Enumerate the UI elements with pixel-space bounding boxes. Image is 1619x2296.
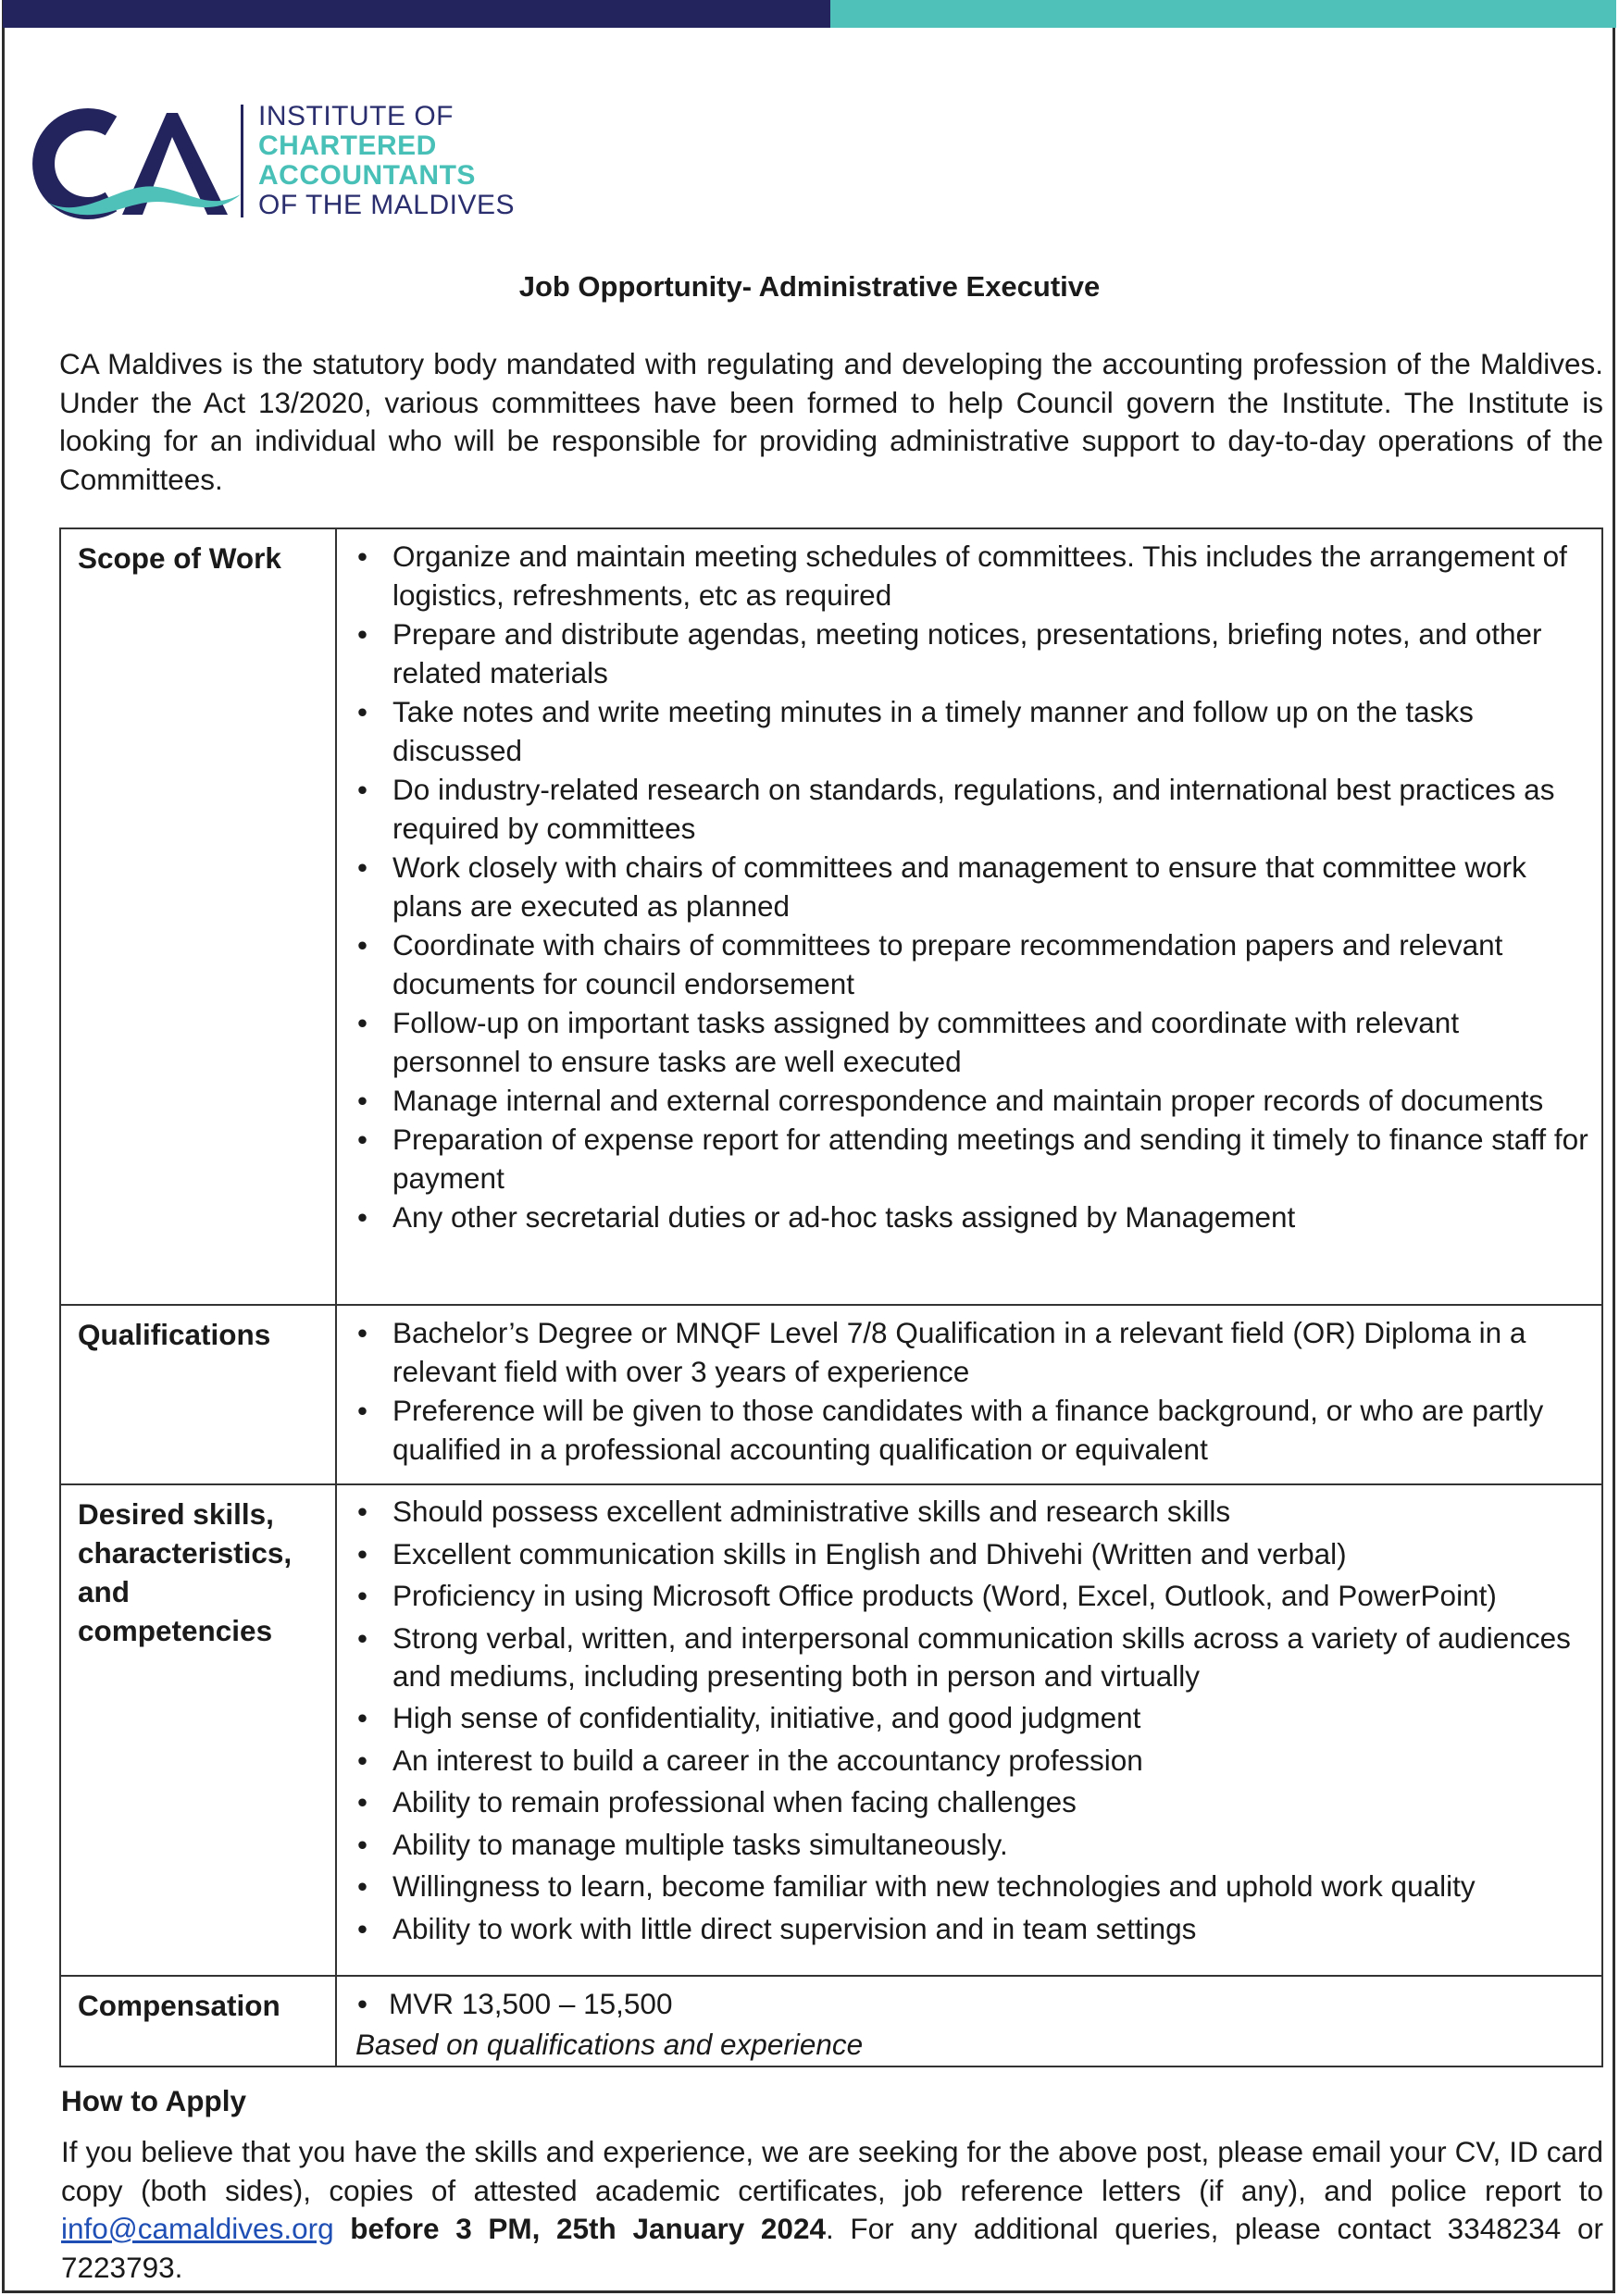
skill-list-item: • An interest to build a career in the accountancy profession (354, 1742, 1601, 1780)
skill-list-item: • Ability to remain professional when facing challenges (354, 1783, 1601, 1821)
scope-row (60, 528, 1602, 1305)
skills-row (60, 1484, 1602, 1976)
compensation-content (336, 1976, 1602, 2066)
qualifications-row (60, 1305, 1602, 1484)
skill-list-item: • Proficiency in using Microsoft Office products (Word, Excel, Outlook, and PowerPoint) (354, 1577, 1601, 1615)
compensation-row (60, 1976, 1602, 2066)
skill-list-item: • Ability to work with little direct supervision and in team settings (354, 1910, 1601, 1948)
scope-list (354, 537, 1601, 1236)
logo-line-2: CHARTERED (258, 130, 437, 161)
intro-paragraph: CA Maldives is the statutory body mandated with regulating and developing the accounting profession of the Maldives. Under the Act 13/2020, various committees have been formed to help Council govern the Institute. The Institute is looking for an individual who will be responsible for providing administrative support to day-to-day operations of the Committees. (59, 347, 1603, 496)
scope-list-item: • Take notes and write meeting minutes in a timely manner and follow up on the tasks discussed (354, 692, 1601, 770)
scope-list-item: • Follow-up on important tasks assigned by committees and coordinate with relevant personnel to ensure tasks are well executed (354, 1003, 1601, 1081)
scope-content (336, 528, 1602, 1305)
skill-list-item: • Ability to manage multiple tasks simultaneously. (354, 1826, 1601, 1864)
ca-logo-mark (19, 102, 259, 227)
email-link[interactable]: info@camaldives.org (61, 2212, 334, 2245)
skill-list-item: • High sense of confidentiality, initiative, and good judgment (354, 1699, 1601, 1737)
apply-deadline: before 3 PM, 25th January 2024 (350, 2212, 826, 2245)
page-title: Job Opportunity- Administrative Executive (518, 270, 1101, 303)
scope-list-item: • Any other secretarial duties or ad-hoc tasks assigned by Management (354, 1198, 1601, 1236)
qualification-list-item: • Bachelor’s Degree or MNQF Level 7/8 Qualification in a relevant field (OR) Diploma in a relevant field with over 3 years of experience (354, 1313, 1601, 1391)
scope-list-item: • Prepare and distribute agendas, meeting notices, presentations, briefing notes, and other related materials (354, 614, 1601, 692)
scope-list-item: • Manage internal and external correspondence and maintain proper records of documents (354, 1081, 1601, 1120)
scope-label: Scope of Work (60, 528, 336, 1305)
skills-content (336, 1484, 1602, 1976)
qualifications-list (354, 1313, 1601, 1469)
skill-list-item: • Willingness to learn, become familiar with new technologies and uphold work quality (354, 1868, 1601, 1905)
compensation-note: Based on qualifications and experience (355, 2028, 864, 2061)
apply-text-contact: . For any additional queries, please contact 3348234 or 7223793. (61, 2212, 1603, 2284)
scope-list-item: • Do industry-related research on standards, regulations, and international best practices as required by committees (354, 770, 1601, 848)
skills-list (354, 1493, 1601, 1948)
skill-list-item: • Excellent communication skills in English and Dhivehi (Written and verbal) (354, 1535, 1601, 1573)
apply-text-intro: If you believe that you have the skills and experience, we are seeking for the above post, please email your CV, ID card copy (both sides), copies of attested academic certificates, job reference letters (if any), and police report to (61, 2135, 1603, 2207)
qualifications-content (336, 1305, 1602, 1484)
logo-wordmark (258, 102, 515, 220)
qualification-list-item: • Preference will be given to those candidates with a finance background, or who are partly qualified in a professional accounting qualification or equivalent (354, 1391, 1601, 1469)
logo-line-3: ACCOUNTANTS (258, 160, 476, 191)
scope-list-item: • Preparation of expense report for attending meetings and sending it timely to finance staff for payment (354, 1120, 1601, 1198)
job-details-table (59, 527, 1603, 2067)
skill-list-item: • Strong verbal, written, and interpersonal communication skills across a variety of audiences and mediums, including presenting both in person and virtually (354, 1620, 1601, 1695)
scope-list-item: • Organize and maintain meeting schedules of committees. This includes the arrangement of logistics, refreshments, etc as required (354, 537, 1601, 614)
scope-list-item: • Work closely with chairs of committees and management to ensure that committee work plans are executed as planned (354, 848, 1601, 925)
compensation-amount: • MVR 13,500 – 15,500 (354, 1984, 1601, 2023)
top-accent-bar-teal (830, 0, 1616, 28)
skill-list-item: • Should possess excellent administrative skills and research skills (354, 1493, 1601, 1531)
top-accent-bar-navy (3, 0, 830, 28)
skills-label: Desired skills, characteristics, and competencies (60, 1484, 336, 1976)
compensation-label: Compensation (60, 1976, 336, 2066)
compensation-list (354, 1984, 1601, 2023)
how-to-apply-heading: How to Apply (61, 2084, 247, 2117)
logo-line-4: OF THE MALDIVES (258, 190, 516, 220)
scope-list-item: • Coordinate with chairs of committees to prepare recommendation papers and relevant documents for council endorsement (354, 925, 1601, 1003)
logo-line-1: INSTITUTE OF (258, 101, 454, 131)
qualifications-label: Qualifications (60, 1305, 336, 1484)
how-to-apply-text (61, 2133, 1603, 2287)
